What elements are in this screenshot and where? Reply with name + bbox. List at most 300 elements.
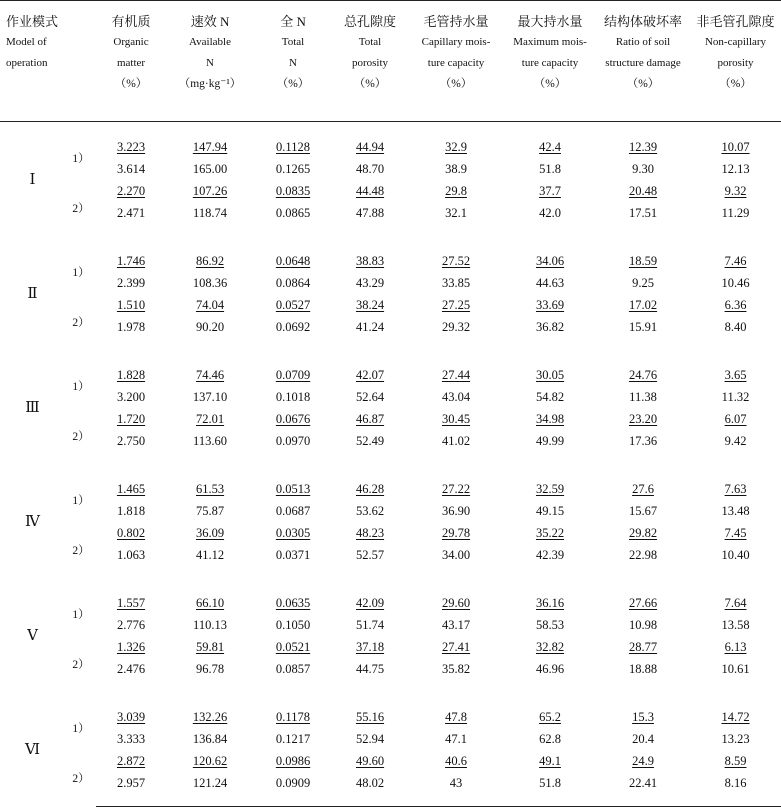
value: 13.23 xyxy=(721,731,750,746)
cell-value xyxy=(332,464,408,500)
value: 113.60 xyxy=(193,433,227,448)
value: 52.64 xyxy=(355,389,385,404)
cell-value xyxy=(96,408,166,430)
cell-value xyxy=(254,772,332,807)
cell-value xyxy=(596,544,690,578)
underlined-value: 42.07 xyxy=(355,367,385,382)
cell-value xyxy=(596,728,690,750)
value: 1.978 xyxy=(116,319,146,334)
value: 62.8 xyxy=(539,731,561,746)
header-en-label: structure damage xyxy=(605,57,681,69)
cell-value xyxy=(504,500,596,522)
cell-value xyxy=(408,464,504,500)
cell-value xyxy=(408,294,504,316)
sub-mode-label: 2） xyxy=(72,545,90,557)
underlined-value: 1.828 xyxy=(116,367,146,382)
value: 42.0 xyxy=(539,205,561,220)
value: 9.30 xyxy=(632,161,654,176)
cell-value xyxy=(254,316,332,350)
cell-value xyxy=(596,180,690,202)
cell-value xyxy=(504,122,596,159)
value: 22.41 xyxy=(628,775,658,790)
value: 22.98 xyxy=(628,547,658,562)
cell-value xyxy=(332,350,408,386)
sub-mode-label: 2） xyxy=(72,431,90,443)
header-zh-label: 作业模式 xyxy=(6,14,59,29)
underlined-value: 10.07 xyxy=(721,139,750,154)
cell-value xyxy=(596,122,690,159)
cell-value xyxy=(596,772,690,807)
underlined-value: 3.65 xyxy=(724,367,747,382)
cell-value xyxy=(596,614,690,636)
value: 0.0857 xyxy=(275,661,311,676)
cell-value xyxy=(408,386,504,408)
value: 118.74 xyxy=(193,205,227,220)
sub-mode-label: 1） xyxy=(72,609,90,621)
value: 29.32 xyxy=(441,319,471,334)
cell-value xyxy=(408,158,504,180)
underlined-value: 37.18 xyxy=(355,639,385,654)
value: 44.75 xyxy=(355,661,385,676)
cell-value xyxy=(166,158,254,180)
cell-value xyxy=(254,236,332,272)
cell-value xyxy=(96,614,166,636)
table-row xyxy=(0,386,781,408)
cell-value xyxy=(596,350,690,386)
cell-value xyxy=(254,180,332,202)
cell-value xyxy=(96,158,166,180)
underlined-value: 74.46 xyxy=(195,367,225,382)
cell-value xyxy=(96,180,166,202)
cell-value xyxy=(254,158,332,180)
header-en-label: ture capacity xyxy=(427,57,485,69)
cell-value xyxy=(96,122,166,159)
header-en-label: Model of xyxy=(6,36,47,48)
cell-value xyxy=(254,350,332,386)
cell-value xyxy=(690,294,781,316)
cell-value xyxy=(254,430,332,464)
header-row xyxy=(0,1,781,122)
underlined-value: 40.6 xyxy=(445,753,467,768)
cell-value xyxy=(690,202,781,236)
cell-value xyxy=(254,578,332,614)
cell-value xyxy=(596,386,690,408)
underlined-value: 7.64 xyxy=(724,595,747,610)
underlined-value: 1.720 xyxy=(116,411,146,426)
sub-mode-label: 2） xyxy=(72,659,90,671)
cell-value xyxy=(690,350,781,386)
cell-value xyxy=(332,158,408,180)
value: 2.476 xyxy=(116,661,146,676)
cell-value xyxy=(166,294,254,316)
cell-value xyxy=(596,236,690,272)
column-header-7 xyxy=(596,1,690,122)
underlined-value: 30.05 xyxy=(535,367,565,382)
table-row xyxy=(0,236,781,272)
sub-mode-label: 2） xyxy=(72,203,90,215)
underlined-value: 7.46 xyxy=(724,253,747,268)
underlined-value: 147.94 xyxy=(192,139,228,154)
cell-value xyxy=(504,614,596,636)
cell-value xyxy=(96,386,166,408)
cell-value xyxy=(332,614,408,636)
table-row xyxy=(0,658,781,692)
cell-value xyxy=(504,294,596,316)
cell-value xyxy=(254,272,332,294)
underlined-value: 0.0676 xyxy=(275,411,311,426)
cell-value xyxy=(332,500,408,522)
cell-value xyxy=(504,464,596,500)
cell-value xyxy=(166,772,254,807)
underlined-value: 32.82 xyxy=(535,639,565,654)
cell-value xyxy=(408,614,504,636)
value: 1.818 xyxy=(116,503,146,518)
cell-value xyxy=(596,294,690,316)
underlined-value: 8.59 xyxy=(724,753,747,768)
cell-value xyxy=(96,272,166,294)
value: 49.99 xyxy=(535,433,565,448)
underlined-value: 120.62 xyxy=(192,753,228,768)
underlined-value: 1.557 xyxy=(116,595,146,610)
cell-value xyxy=(596,500,690,522)
cell-value xyxy=(408,122,504,159)
cell-value xyxy=(596,464,690,500)
underlined-value: 0.0709 xyxy=(275,367,311,382)
cell-value xyxy=(690,772,781,807)
header-en-label: ture capacity xyxy=(521,57,579,69)
value: 0.1265 xyxy=(275,161,311,176)
underlined-value: 38.83 xyxy=(355,253,385,268)
cell-value xyxy=(332,272,408,294)
underlined-value: 0.0986 xyxy=(275,753,311,768)
value: 1.063 xyxy=(116,547,146,562)
underlined-value: 2.872 xyxy=(116,753,146,768)
value: 51.8 xyxy=(539,161,561,176)
underlined-value: 0.0513 xyxy=(275,481,311,496)
underlined-value: 44.48 xyxy=(355,183,385,198)
underlined-value: 23.20 xyxy=(628,411,658,426)
cell-value xyxy=(166,122,254,159)
sub-mode-label: 2） xyxy=(72,773,90,786)
underlined-value: 7.63 xyxy=(724,481,747,496)
value: 3.333 xyxy=(116,731,146,746)
value: 43.04 xyxy=(441,389,471,404)
table-row xyxy=(0,180,781,202)
value: 0.0864 xyxy=(275,275,311,290)
underlined-value: 0.802 xyxy=(116,525,146,540)
underlined-value: 30.45 xyxy=(441,411,471,426)
value: 52.94 xyxy=(355,731,385,746)
header-en-label: Non-capillary xyxy=(704,36,767,48)
value: 9.25 xyxy=(632,275,654,290)
value: 54.82 xyxy=(535,389,565,404)
cell-value xyxy=(596,578,690,614)
cell-value xyxy=(254,522,332,544)
cell-value xyxy=(690,272,781,294)
underlined-value: 27.66 xyxy=(628,595,658,610)
value: 52.49 xyxy=(355,433,385,448)
cell-value xyxy=(408,658,504,692)
table-row xyxy=(0,544,781,578)
cell-value xyxy=(96,202,166,236)
cell-value xyxy=(332,544,408,578)
cell-value xyxy=(408,750,504,772)
column-header-4 xyxy=(332,1,408,122)
underlined-value: 27.25 xyxy=(441,297,471,312)
header-en-label: Organic xyxy=(113,36,149,48)
cell-value xyxy=(166,614,254,636)
cell-value xyxy=(166,202,254,236)
table-row xyxy=(0,500,781,522)
cell-value xyxy=(96,750,166,772)
underlined-value: 17.02 xyxy=(628,297,658,312)
cell-value xyxy=(96,430,166,464)
header-zh-label: 有机质 xyxy=(111,14,151,29)
cell-value xyxy=(596,272,690,294)
cell-value xyxy=(166,430,254,464)
value: 8.40 xyxy=(724,319,747,334)
value: 10.98 xyxy=(628,617,658,632)
value: 51.74 xyxy=(355,617,385,632)
value: 0.0909 xyxy=(275,775,311,790)
underlined-value: 86.92 xyxy=(195,253,225,268)
underlined-value: 6.07 xyxy=(724,411,747,426)
cell-value xyxy=(96,500,166,522)
cell-value xyxy=(96,658,166,692)
operation-mode-label: Ⅵ xyxy=(24,741,42,758)
value: 137.10 xyxy=(192,389,228,404)
value: 0.0692 xyxy=(275,319,311,334)
value: 110.13 xyxy=(193,617,227,632)
cell-value xyxy=(166,180,254,202)
value: 52.57 xyxy=(355,547,385,562)
cell-value xyxy=(690,180,781,202)
cell-value xyxy=(332,202,408,236)
value: 2.399 xyxy=(116,275,146,290)
underlined-value: 27.44 xyxy=(441,367,471,382)
underlined-value: 46.28 xyxy=(355,481,385,496)
underlined-value: 14.72 xyxy=(721,709,750,724)
cell-value xyxy=(332,578,408,614)
underlined-value: 15.3 xyxy=(632,709,654,724)
cell-value xyxy=(690,522,781,544)
cell-value xyxy=(690,236,781,272)
value: 10.46 xyxy=(721,275,750,290)
header-zh-label: 毛管持水量 xyxy=(423,14,489,29)
table-row xyxy=(0,272,781,294)
header-unit: （mg·kg⁻¹） xyxy=(178,78,242,90)
cell-value xyxy=(254,500,332,522)
underlined-value: 6.36 xyxy=(724,297,747,312)
value: 43.17 xyxy=(441,617,471,632)
underlined-value: 9.32 xyxy=(724,183,747,198)
cell-value xyxy=(254,544,332,578)
value: 2.750 xyxy=(116,433,146,448)
cell-value xyxy=(332,386,408,408)
value: 42.39 xyxy=(535,547,565,562)
cell-value xyxy=(166,544,254,578)
underlined-value: 12.39 xyxy=(628,139,658,154)
cell-value xyxy=(332,750,408,772)
underlined-value: 24.9 xyxy=(632,753,654,768)
underlined-value: 1.326 xyxy=(116,639,146,654)
cell-value xyxy=(166,316,254,350)
value: 121.24 xyxy=(192,775,228,790)
cell-value xyxy=(504,636,596,658)
cell-value xyxy=(96,728,166,750)
table-row xyxy=(0,294,781,316)
cell-value xyxy=(504,578,596,614)
underlined-value: 49.1 xyxy=(539,753,561,768)
cell-value xyxy=(96,316,166,350)
value: 13.58 xyxy=(721,617,750,632)
value: 108.36 xyxy=(192,275,228,290)
table-row xyxy=(0,750,781,772)
table-row xyxy=(0,728,781,750)
header-en-label: porosity xyxy=(351,57,389,69)
header-zh-label: 结构体破坏率 xyxy=(604,14,683,29)
table-row xyxy=(0,202,781,236)
cell-value xyxy=(504,202,596,236)
cell-value xyxy=(690,386,781,408)
value: 75.87 xyxy=(195,503,225,518)
underlined-value: 33.69 xyxy=(535,297,565,312)
cell-value xyxy=(166,500,254,522)
cell-value xyxy=(96,636,166,658)
cell-value xyxy=(504,430,596,464)
cell-value xyxy=(96,578,166,614)
column-header-2 xyxy=(166,1,254,122)
cell-value xyxy=(596,158,690,180)
value: 48.02 xyxy=(355,775,385,790)
cell-value xyxy=(408,180,504,202)
cell-value xyxy=(408,350,504,386)
value: 11.38 xyxy=(629,389,657,404)
value: 90.20 xyxy=(195,319,225,334)
cell-value xyxy=(166,464,254,500)
cell-value xyxy=(332,122,408,159)
underlined-value: 1.746 xyxy=(116,253,146,268)
value: 9.42 xyxy=(724,433,747,448)
cell-value xyxy=(408,728,504,750)
header-en-label: Available xyxy=(189,36,231,48)
value: 41.12 xyxy=(195,547,225,562)
underlined-value: 38.24 xyxy=(355,297,385,312)
value: 3.614 xyxy=(116,161,146,176)
table-row xyxy=(0,692,781,728)
column-header-0 xyxy=(0,1,96,122)
column-header-8 xyxy=(690,1,781,122)
underlined-value: 46.87 xyxy=(355,411,385,426)
underlined-value: 32.59 xyxy=(535,481,565,496)
underlined-value: 74.04 xyxy=(195,297,225,312)
cell-value xyxy=(408,692,504,728)
underlined-value: 34.98 xyxy=(535,411,565,426)
underlined-value: 0.0521 xyxy=(275,639,311,654)
cell-value xyxy=(332,180,408,202)
sub-mode-label: 1） xyxy=(72,381,90,393)
cell-value xyxy=(408,500,504,522)
header-unit: （%） xyxy=(276,78,310,90)
cell-value xyxy=(596,316,690,350)
underlined-value: 0.1128 xyxy=(276,139,310,154)
cell-value xyxy=(166,522,254,544)
cell-value xyxy=(690,316,781,350)
cell-value xyxy=(408,522,504,544)
underlined-value: 20.48 xyxy=(628,183,658,198)
cell-value xyxy=(504,728,596,750)
cell-value xyxy=(332,692,408,728)
value: 10.40 xyxy=(721,547,750,562)
cell-value xyxy=(596,658,690,692)
underlined-value: 34.06 xyxy=(535,253,565,268)
cell-value xyxy=(166,272,254,294)
header-zh-label: 总孔隙度 xyxy=(344,14,397,29)
operation-mode-label: Ⅱ xyxy=(27,285,39,302)
cell-value xyxy=(332,772,408,807)
cell-value xyxy=(408,544,504,578)
value: 58.53 xyxy=(535,617,565,632)
table-row xyxy=(0,636,781,658)
cell-value xyxy=(690,728,781,750)
cell-value xyxy=(254,636,332,658)
header-zh-label: 速效 N xyxy=(190,14,230,29)
cell-value xyxy=(96,294,166,316)
underlined-value: 72.01 xyxy=(195,411,225,426)
cell-value xyxy=(690,578,781,614)
cell-value xyxy=(596,430,690,464)
underlined-value: 35.22 xyxy=(535,525,565,540)
cell-value xyxy=(504,180,596,202)
value: 165.00 xyxy=(192,161,228,176)
cell-value xyxy=(690,692,781,728)
value: 0.0970 xyxy=(275,433,311,448)
header-en-label: Capillary mois- xyxy=(421,36,491,48)
table-row xyxy=(0,614,781,636)
underlined-value: 1.465 xyxy=(116,481,146,496)
underlined-value: 37.7 xyxy=(539,183,561,198)
value: 49.15 xyxy=(535,503,565,518)
cell-value xyxy=(690,750,781,772)
value: 41.24 xyxy=(355,319,385,334)
table-row xyxy=(0,408,781,430)
cell-value xyxy=(408,430,504,464)
table-row xyxy=(0,316,781,350)
underlined-value: 29.8 xyxy=(445,183,467,198)
cell-value xyxy=(690,500,781,522)
value: 15.67 xyxy=(628,503,658,518)
cell-value xyxy=(332,236,408,272)
value: 0.1018 xyxy=(275,389,311,404)
operation-mode-label: Ⅴ xyxy=(27,627,39,644)
value: 8.16 xyxy=(724,775,747,790)
underlined-value: 27.6 xyxy=(632,481,654,496)
value: 2.471 xyxy=(116,205,146,220)
header-en-label: operation xyxy=(6,57,48,69)
cell-value xyxy=(504,236,596,272)
underlined-value: 28.77 xyxy=(628,639,658,654)
cell-value xyxy=(408,272,504,294)
value: 13.48 xyxy=(721,503,750,518)
header-unit: （%） xyxy=(719,78,752,90)
cell-value xyxy=(332,316,408,350)
column-header-6 xyxy=(504,1,596,122)
underlined-value: 107.26 xyxy=(192,183,228,198)
cell-value xyxy=(504,658,596,692)
table-row xyxy=(0,464,781,500)
underlined-value: 18.59 xyxy=(628,253,658,268)
header-zh-label: 非毛管孔隙度 xyxy=(696,14,775,29)
